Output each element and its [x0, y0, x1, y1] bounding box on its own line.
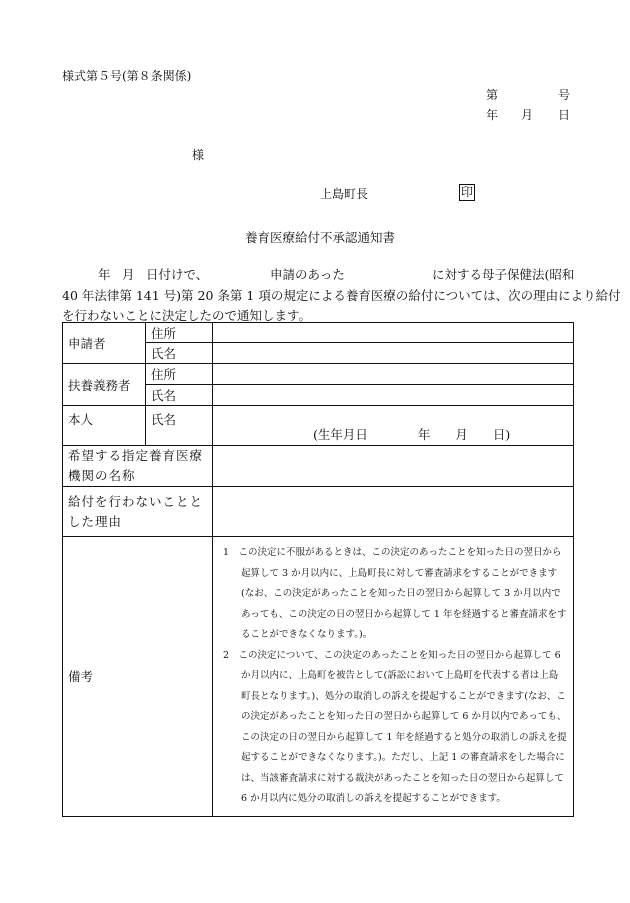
applicant-name-label: 氏名: [146, 343, 213, 364]
seal-mark: 印: [461, 185, 474, 199]
body-date-suffix: 日付けで、: [146, 267, 209, 282]
body-application-text: 申請のあった: [270, 267, 345, 282]
remark-note-1: 1 この決定に不服があるときは、この決定のあったことを知った日の翌日から起算して 3 か月以内に、上島町長に対して審査請求をすることができます(なお、この決定があったことを知った日の翌日から起算して 3 か月以内であっても、この決定の日の翌日から起算して 1 年を経過すると審査請求をすることができなくなります。)。: [223, 547, 567, 640]
applicant-address-value[interactable]: [213, 323, 574, 343]
body-law-text: に対する母子保健法(昭和: [432, 267, 575, 282]
issuer-title: 上島町長: [320, 187, 369, 201]
applicant-address-label: 住所: [146, 323, 213, 343]
date-month: 月: [521, 108, 534, 122]
document-title: 養育医療給付不承認通知書: [245, 230, 396, 245]
person-label: 本人: [63, 406, 146, 446]
document-number-suffix: 号: [558, 88, 571, 102]
institution-label: 希望する指定養育医療機関の名称: [63, 446, 213, 487]
applicant-label: 申請者: [63, 323, 146, 364]
body-line-3: を行わないことに決定したので通知します。: [62, 308, 312, 323]
body-date-year: 年: [98, 267, 111, 282]
person-name-label: 氏名: [146, 406, 213, 446]
date-year: 年: [486, 108, 499, 122]
form-number: 様式第５号(第８条関係): [62, 69, 192, 83]
guardian-label: 扶養義務者: [63, 364, 146, 406]
reason-value[interactable]: [213, 487, 574, 537]
date-day: 日: [558, 108, 571, 122]
institution-value[interactable]: [213, 446, 574, 487]
person-birth-date: (生年月日 年 月 日): [213, 406, 574, 446]
addressee-honorific: 様: [192, 148, 205, 162]
guardian-address-label: 住所: [146, 364, 213, 385]
guardian-name-label: 氏名: [146, 385, 213, 406]
remarks-label: 備考: [63, 537, 213, 817]
body-line-2: 40 年法律第 141 号)第 20 条第 1 項の規定による養育医療の給付については、次の理由により給付: [62, 288, 621, 303]
applicant-name-value[interactable]: [213, 343, 574, 364]
remark-note-2: 2 この決定について、この決定のあったことを知った日の翌日から起算して 6 か月以内に、上島町を被告として(訴訟において上島町を代表する者は上島町長となります。)、処分の取消しの訴えを提起することができます(なお、この決定があったことを知った日の翌日から起算して 6 か月以内であっても、この決定の日の翌日から起算して 1 年を経過すると処分の取消しの訴えを提起することができなくなります。)。ただし、上記 1 の審査請求をした場合には、当該審査請求に対する裁決があったことを知った日の翌日から起算して 6 か月以内に処分の取消しの訴えを提起することができます。: [223, 649, 567, 804]
body-date-month: 月: [122, 267, 135, 282]
guardian-address-value[interactable]: [213, 364, 574, 385]
remarks-notes: [213, 537, 574, 817]
reason-label: 給付を行わないこととした理由: [63, 487, 213, 537]
document-number-prefix: 第: [486, 88, 499, 102]
guardian-name-value[interactable]: [213, 385, 574, 406]
notice-table: [62, 322, 574, 817]
